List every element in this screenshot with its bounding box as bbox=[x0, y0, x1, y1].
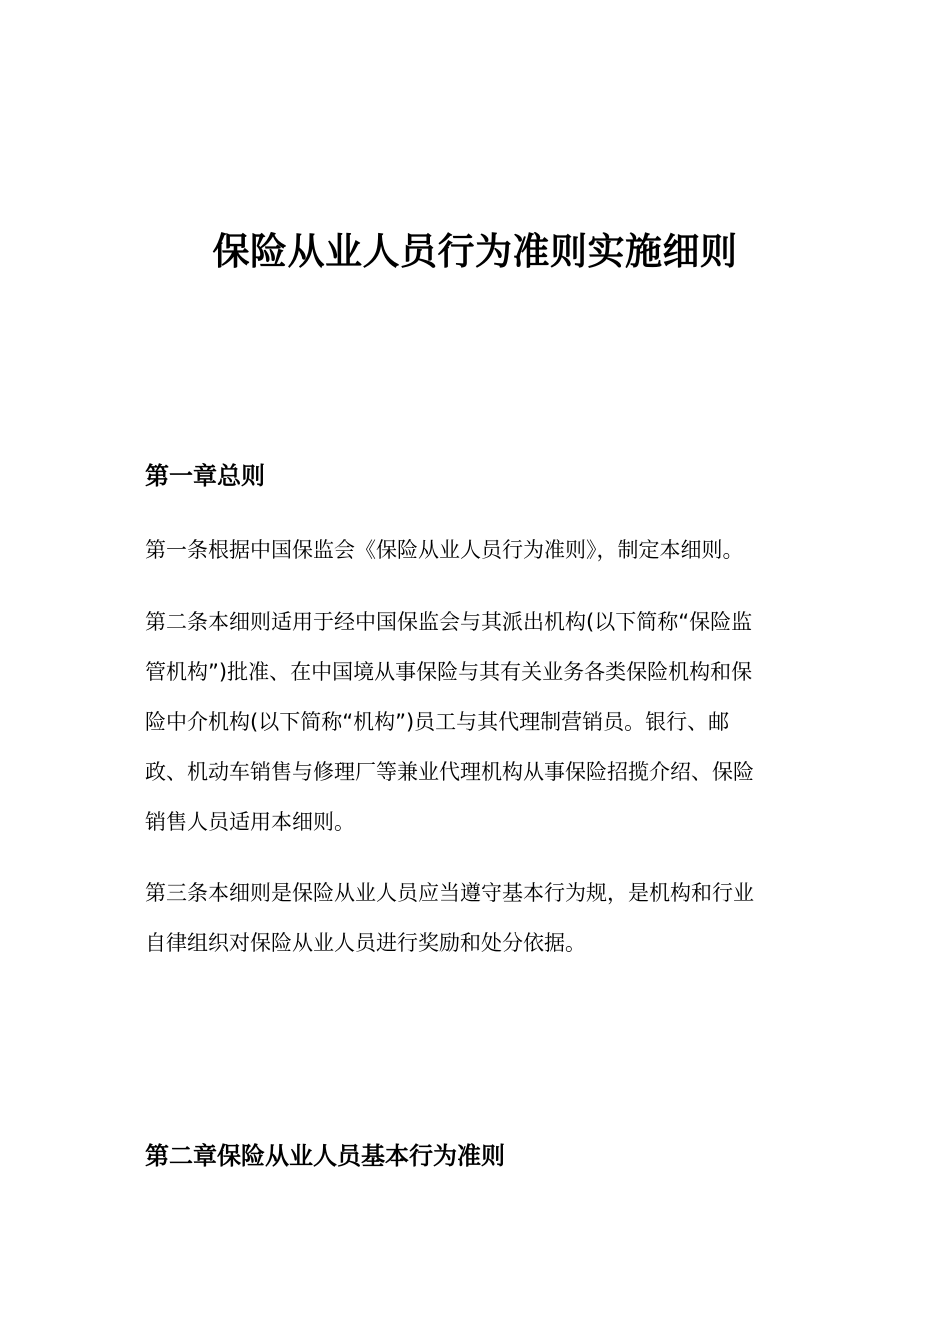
article-2-line: 第二条本细则适用于经中国保监会与其派出机构(以下简称“保险监 bbox=[145, 610, 753, 634]
chapter-1-heading: 第一章总则 bbox=[145, 462, 265, 490]
article-2 bbox=[145, 597, 815, 847]
chapter-2-heading: 第二章保险从业人员基本行为准则 bbox=[145, 1142, 505, 1170]
article-3-line: 自律组织对保险从业人员进行奖励和处分依据。 bbox=[145, 931, 586, 955]
article-3-line: 第三条本细则是保险从业人员应当遵守基本行为规，是机构和行业 bbox=[145, 881, 754, 905]
article-2-line: 险中介机构(以下简称“机构”)员工与其代理制营销员。银行、邮 bbox=[145, 710, 730, 734]
article-3 bbox=[145, 868, 815, 968]
article-2-line: 政、机动车销售与修理厂等兼业代理机构从事保险招揽介绍、保险 bbox=[145, 760, 754, 784]
document-title: 保险从业人员行为准则实施细则 bbox=[212, 230, 738, 273]
article-1 bbox=[145, 525, 815, 575]
article-2-line: 销售人员适用本细则。 bbox=[145, 810, 355, 834]
article-2-line: 管机构”)批准、在中国境从事保险与其有关业务各类保险机构和保 bbox=[145, 660, 753, 684]
article-1-line: 第一条根据中国保监会《保险从业人员行为准则》，制定本细则。 bbox=[145, 538, 744, 562]
